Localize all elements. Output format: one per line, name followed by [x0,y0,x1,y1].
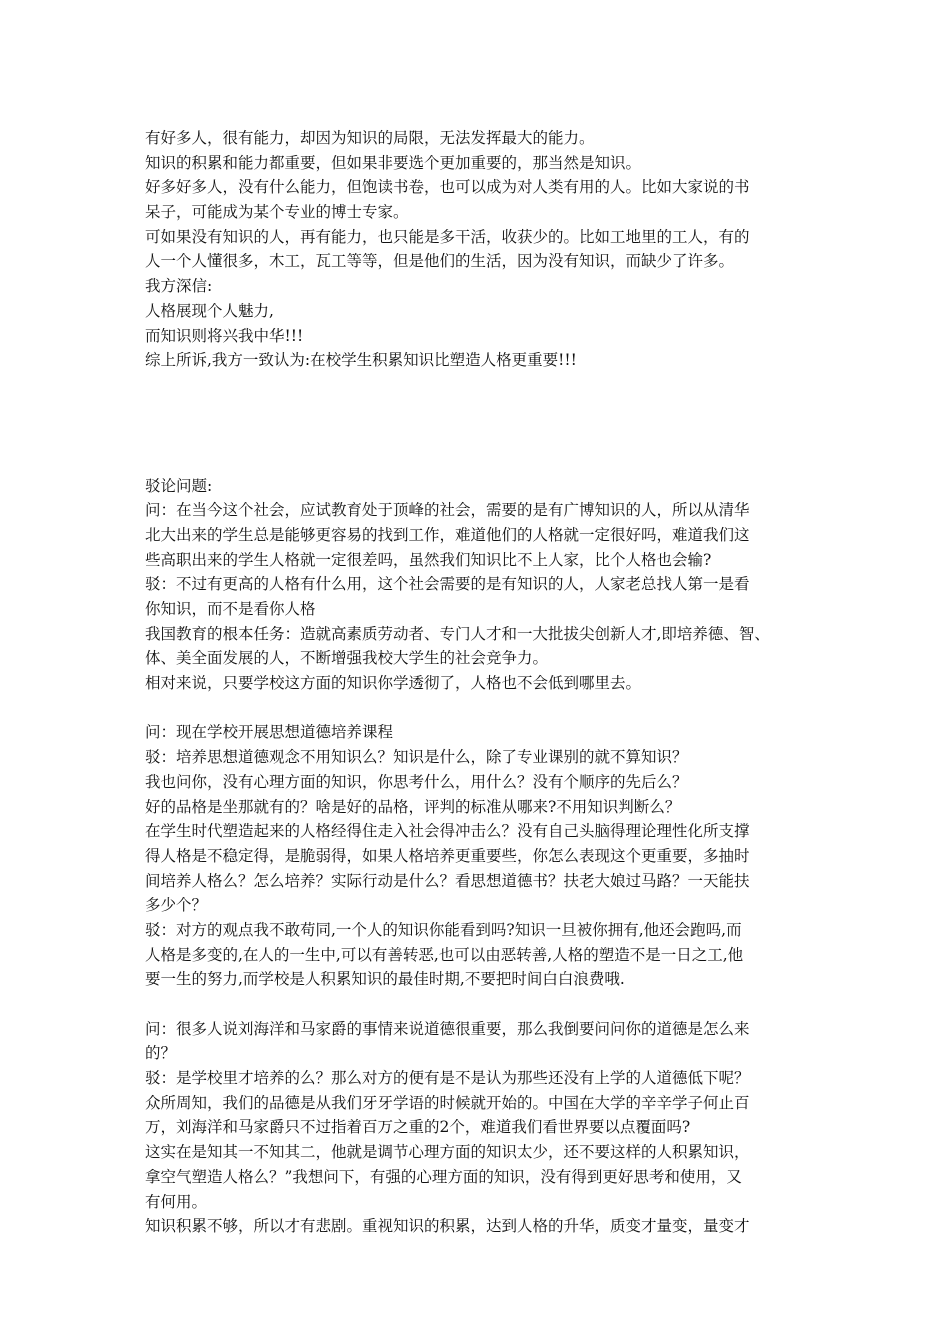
text-line: 北大出来的学生总是能够更容易的找到工作，难道他们的人格就一定很好吗，难道我们这 [145,525,750,544]
text-line: 而知识则将兴我中华!!! [145,326,304,345]
text-line: 人格是多变的,在人的一生中,可以有善转恶,也可以由恶转善,人格的塑造不是一日之工,他 [145,945,744,964]
spacer [145,373,817,449]
text-line: 有何用。 [145,1192,208,1211]
question-line: 问：现在学校开展思想道德培养课程 [145,723,394,742]
rebuttal-heading: 驳论问题: [145,476,213,495]
text-line: 好多好多人，没有什么能力，但饱读书卷，也可以成为对人类有用的人。比如大家说的书 [145,178,750,197]
text-line: 人一个人懂很多，木工，瓦工等等，但是他们的生活，因为没有知识，而缺少了许多。 [145,252,735,271]
rebuttal-line: 驳：对方的观点我不敢苟同,一个人的知识你能看到吗?知识一旦被你拥有,他还会跑吗,而 [145,920,742,939]
text-line: 我国教育的根本任务：造就高素质劳动者、专门人才和一大批拔尖创新人才,即培养德、智、 [145,624,770,643]
debate-section-2 [145,720,817,992]
debate-section-3 [145,1017,817,1239]
rebuttal-line: 驳：不过有更高的人格有什么用，这个社会需要的是有知识的人，人家老总找人第一是看 [145,575,750,594]
document-body [145,126,817,1239]
text-line: 可如果没有知识的人，再有能力，也只能是多干活，收获少的。比如工地里的工人，有的 [145,227,750,246]
text-line: 有好多人，很有能力，却因为知识的局限，无法发挥最大的能力。 [145,129,595,147]
text-line: 间培养人格么？怎么培养？实际行动是什么？看思想道德书？扶老大娘过马路？一天能扶 [145,871,750,890]
text-line: 得人格是不稳定得，是脆弱得，如果人格培养更重要些，你怎么表现这个更重要，多抽时 [145,846,750,865]
spacer [145,696,817,721]
conclusion-line: 综上所诉,我方一致认为:在校学生积累知识比塑造人格更重要!!! [145,351,577,370]
text-line: 要一生的努力,而学校是人积累知识的最佳时期,不要把时间白白浪费哦. [145,970,625,989]
text-line: 这实在是知其一不知其二，他就是调节心理方面的知识太少，还不要这样的人积累知识， [145,1143,750,1162]
spacer [145,449,817,474]
text-line: 人格展现个人魅力, [145,301,274,320]
debate-section-1 [145,498,817,696]
text-line: 你知识，而不是看你人格 [145,600,316,618]
text-line: 在学生时代塑造起来的人格经得住走入社会得冲击么？没有自己头脑得理论理性化所支撑 [145,822,750,841]
text-line: 些高职出来的学生人格就一定很差吗，虽然我们知识比不上人家，比个人格也会输? [145,550,712,569]
text-line: 拿空气塑造人格么？”我想问下，有强的心理方面的知识，没有得到更好思考和使用，又 [145,1167,742,1186]
text-line: 相对来说，只要学校这方面的知识你学透彻了，人格也不会低到哪里去。 [145,674,642,693]
intro-paragraph [145,126,817,373]
text-line: 呆子，可能成为某个专业的博士专家。 [145,203,409,222]
text-line: 体、美全面发展的人，不断增强我校大学生的社会竞争力。 [145,649,549,668]
text-line: 知识积累不够，所以才有悲剧。重视知识的积累，达到人格的升华，质变才量变，量变才 [145,1217,750,1236]
text-line: 好的品格是坐那就有的？啥是好的品格，评判的标准从哪来?不用知识判断么？ [145,797,681,816]
text-line: 多少个？ [145,896,208,915]
text-line: 众所周知，我们的品德是从我们牙牙学语的时候就开始的。中国在大学的辛辛学子何止百 [145,1093,750,1112]
question-line: 问：在当今这个社会，应试教育处于顶峰的社会，需要的是有广博知识的人，所以从清华 [145,501,750,520]
rebuttal-line: 驳：是学校里才培养的么？那么对方的便有是不是认为那些还没有上学的人道德低下呢？ [145,1069,750,1088]
text-line: 万，刘海洋和马家爵只不过指着百万之重的2个，难道我们看世界要以点覆面吗? [145,1118,691,1137]
text-line: 我方深信: [145,277,213,296]
text-line: 的？ [145,1044,177,1063]
spacer [145,992,817,1017]
text-line: 知识的积累和能力都重要，但如果非要选个更加重要的，那当然是知识。 [145,153,642,172]
question-line: 问：很多人说刘海洋和马家爵的事情来说道德很重要，那么我倒要问问你的道德是怎么来 [145,1019,750,1038]
rebuttal-line: 驳：培养思想道德观念不用知识么？知识是什么，除了专业课别的就不算知识？ [145,748,688,767]
text-line: 我也问你，没有心理方面的知识，你思考什么，用什么？没有个顺序的先后么？ [145,772,688,791]
